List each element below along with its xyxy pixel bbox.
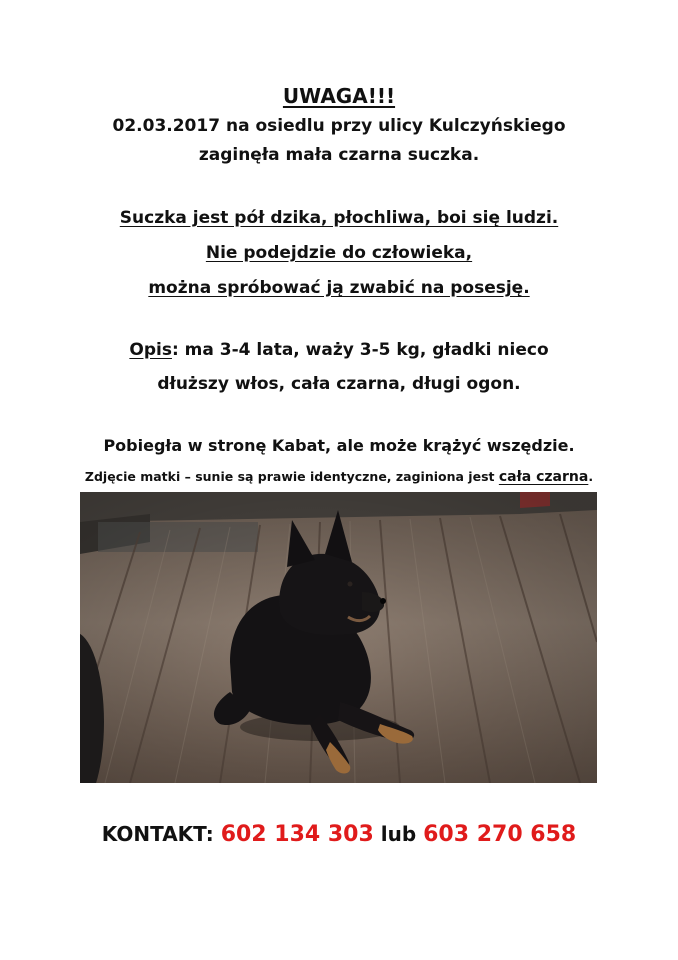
photo-note-b: – sunie są prawie identyczne, zaginiona jest	[180, 469, 499, 484]
photo-note-c: cała czarna	[498, 469, 589, 485]
dog-photo	[80, 492, 597, 783]
contact-line	[0, 822, 678, 847]
date-line: 02.03.2017 na osiedlu przy ulicy Kulczyńskiego	[112, 116, 566, 136]
warning-line-2: Nie podejdzie do człowieka,	[205, 243, 473, 263]
description-line-2: dłuższy włos, cała czarna, długi ogon.	[157, 374, 521, 394]
phone-number-1[interactable]: 602 134 303	[220, 822, 374, 847]
contact-or: lub	[373, 822, 424, 846]
warning-line-3: można spróbować ją zwabić na posesję.	[148, 278, 530, 298]
description-line-1	[0, 340, 678, 360]
lost-line: zaginęła mała czarna suczka.	[198, 145, 480, 165]
warning-line-1: Suczka jest pół dzika, płochliwa, boi się ludzi.	[119, 208, 559, 228]
contact-label: KONTAKT:	[101, 822, 221, 846]
photo-note-a: Zdjęcie matki	[84, 469, 181, 484]
phone-number-2[interactable]: 603 270 658	[423, 822, 577, 847]
photo-note-d: .	[588, 469, 594, 484]
direction-line: Pobiegła w stronę Kabat, ale może krążyć wszędzie.	[103, 436, 575, 455]
photo-note	[0, 469, 678, 485]
description-label: Opis	[129, 340, 172, 360]
description-text-1: : ma 3-4 lata, waży 3-5 kg, gładki nieco	[171, 340, 549, 360]
heading: UWAGA!!!	[282, 84, 396, 108]
